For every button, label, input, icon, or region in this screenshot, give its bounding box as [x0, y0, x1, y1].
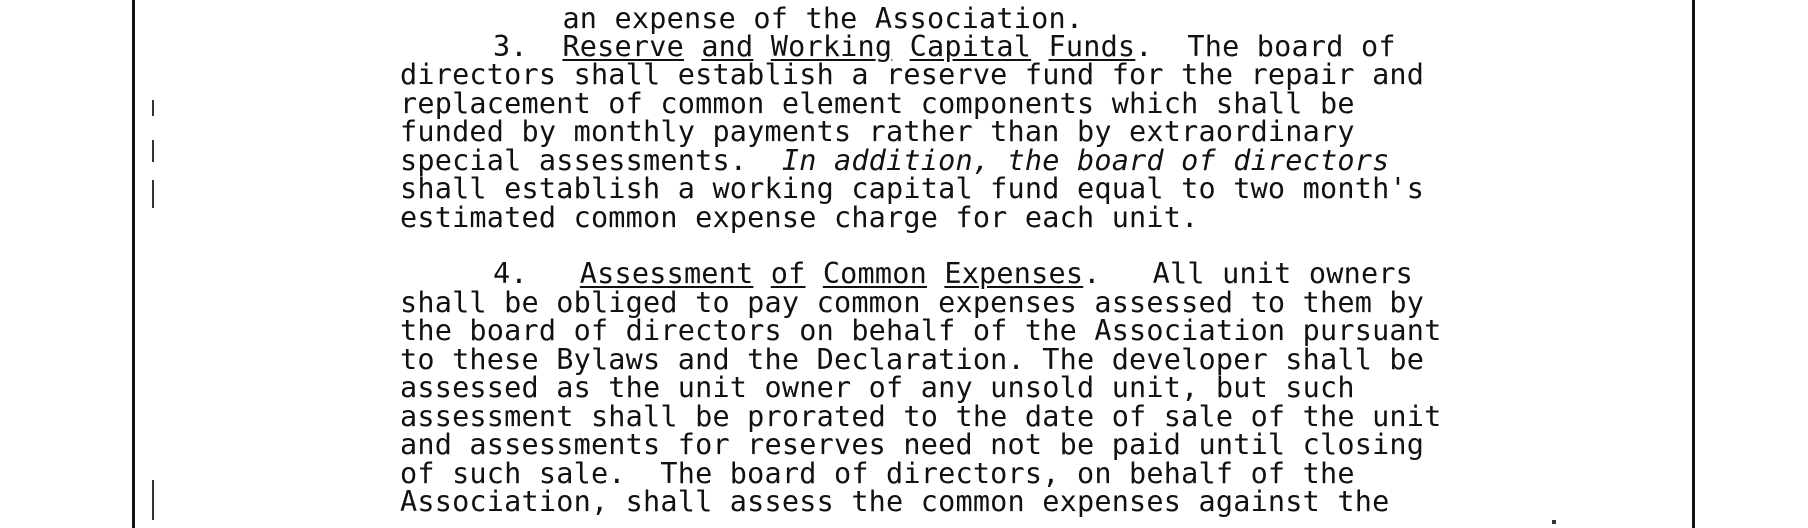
text-line: the board of directors on behalf of the Association pursuant	[400, 314, 1442, 347]
scan-speck	[152, 480, 154, 520]
text-line: estimated common expense charge for each unit.	[400, 200, 1199, 234]
text-italic: In addition, the board of directors	[781, 143, 1390, 177]
scan-speck	[152, 140, 154, 162]
text-line: 3. Reserve and Working Capital Funds. The board of	[400, 33, 1620, 62]
text-line: shall be obliged to pay common expenses assessed to them by	[400, 285, 1425, 319]
page-border-right	[1692, 0, 1695, 528]
section-3	[400, 29, 1620, 234]
heading-word: Capital	[909, 29, 1032, 63]
heading-word: Working	[770, 29, 893, 63]
text-line: directors shall establish a reserve fund for the repair and	[400, 58, 1425, 91]
heading-word: Common	[822, 257, 927, 290]
text-plain: special assessments.	[400, 143, 748, 177]
heading-word: Reserve	[562, 29, 684, 63]
section-number: 4.	[493, 257, 528, 290]
heading-word: Expenses	[944, 257, 1084, 290]
document-body	[400, 0, 1620, 517]
heading-word: and	[701, 29, 754, 63]
text-line: funded by monthly payments rather than by extraordinary	[400, 115, 1355, 148]
line-tail: All unit owners	[1152, 257, 1414, 290]
page-border-left	[132, 0, 135, 528]
text-line: 4. Assessment of Common Expenses. All unit owners	[400, 260, 1620, 289]
text-line: replacement of common element components which shall be	[400, 86, 1355, 120]
section-number: 3.	[493, 29, 528, 63]
text-line: shall establish a working capital fund equal to two month's	[400, 172, 1425, 205]
text-line: assessment shall be prorated to the date of sale of the unit	[400, 399, 1442, 433]
top-line: an expense of the Association.	[562, 1, 1084, 35]
text-line	[400, 143, 1620, 177]
text-line: to these Bylaws and the Declaration. The developer shall be	[400, 342, 1425, 376]
line-tail: The board of	[1187, 29, 1396, 63]
heading-word: Funds	[1048, 29, 1136, 63]
scan-speck	[152, 100, 154, 116]
scan-speck	[1552, 520, 1556, 524]
text-line: of such sale. The board of directors, on behalf of the	[400, 456, 1355, 490]
heading-word: Assessment	[579, 257, 754, 290]
heading-word: of	[770, 257, 806, 290]
paragraph-gap	[400, 232, 1620, 260]
section-4	[400, 257, 1620, 518]
scan-speck	[152, 180, 154, 208]
text-line: and assessments for reserves need not be paid until closing	[400, 428, 1425, 461]
text-line: assessed as the unit owner of any unsold unit, but such	[400, 371, 1355, 404]
text-line: Association, shall assess the common expenses against the	[400, 485, 1390, 518]
